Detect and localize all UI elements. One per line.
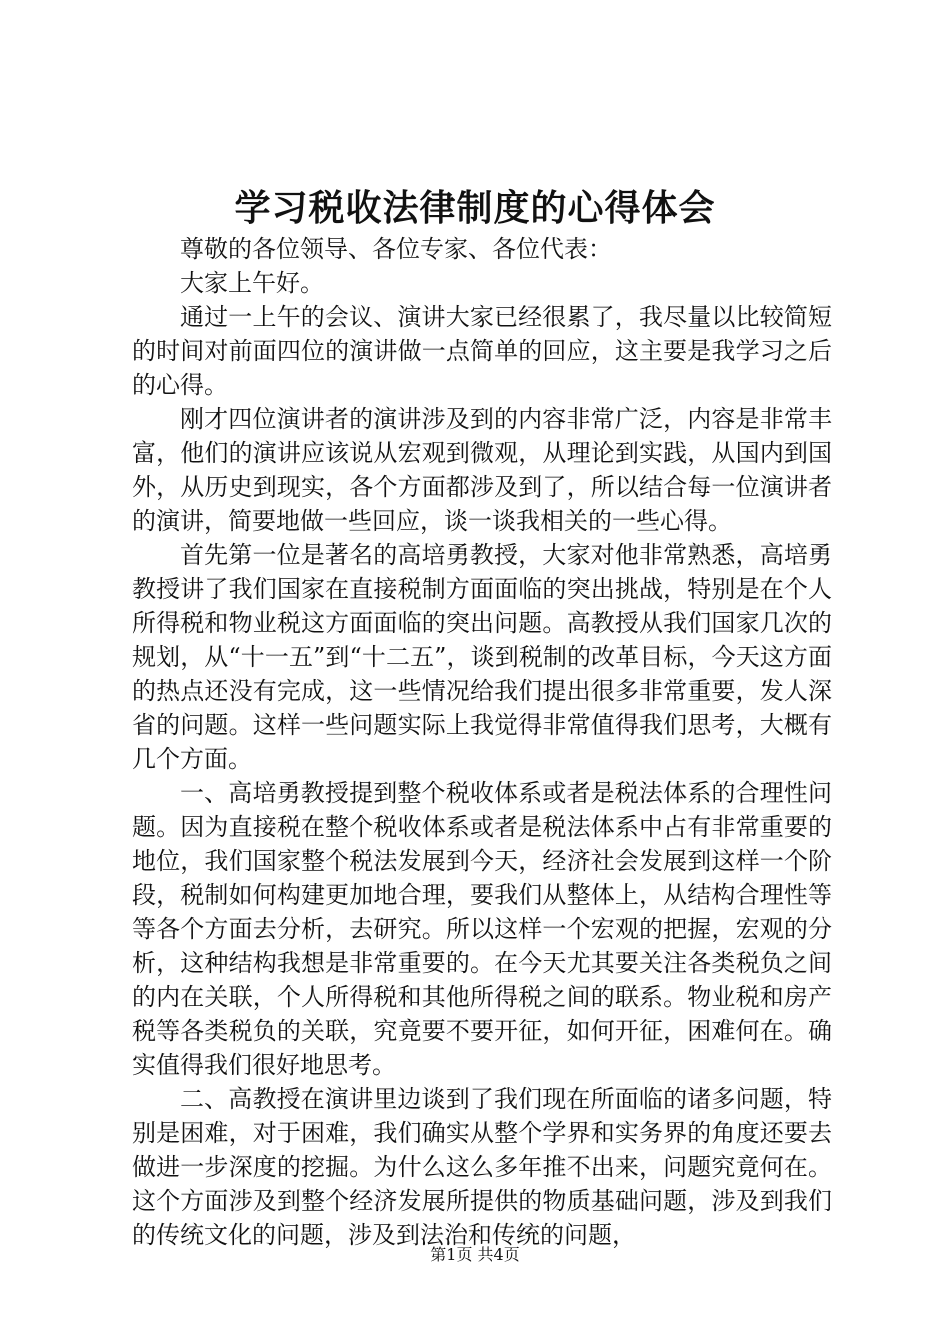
paragraph-point-one: 一、高培勇教授提到整个税收体系或者是税法体系的合理性问题。因为直接税在整个税收体系或者是税法体系中占有非常重要的地位，我们国家整个税法发展到今天，经济社会发展到这样一个阶段，税制如何构建更加地合理，要我们从整体上，从结构合理性等等各个方面去分析，去研究。所以这样一个宏观的把握，宏观的分析，这种结构我想是非常重要的。在今天尤其要关注各类税负之间的内在关联，个人所得税和其他所得税之间的联系。物业税和房产税等各类税负的关联，究竟要不要开征，如何开征，困难何在。确实值得我们很好地思考。 <box>132 779 832 1079</box>
paragraph-intro: 通过一上午的会议、演讲大家已经很累了，我尽量以比较简短的时间对前面四位的演讲做一点简单的回应，这主要是我学习之后的心得。 <box>132 303 832 399</box>
document-title: 学习税收法律制度的心得体会 <box>234 187 716 229</box>
document-body <box>132 232 832 1252</box>
paragraph-overview: 刚才四位演讲者的演讲涉及到的内容非常广泛，内容是非常丰富，他们的演讲应该说从宏观到微观，从理论到实践，从国内到国外，从历史到现实，各个方面都涉及到了，所以结合每一位演讲者的演讲，简要地做一些回应，谈一谈我相关的一些心得。 <box>132 405 832 535</box>
paragraph-first-speaker: 首先第一位是著名的高培勇教授，大家对他非常熟悉，高培勇教授讲了我们国家在直接税制方面面临的突出挑战，特别是在个人所得税和物业税这方面面临的突出问题。高教授从我们国家几次的规划，从“十一五”到“十二五”，谈到税制的改革目标，今天这方面的热点还没有完成，这一些情况给我们提出很多非常重要，发人深省的问题。这样一些问题实际上我觉得非常值得我们思考，大概有几个方面。 <box>132 541 832 773</box>
paragraph-salutation: 尊敬的各位领导、各位专家、各位代表： <box>180 235 612 263</box>
paragraph-point-two: 二、高教授在演讲里边谈到了我们现在所面临的诸多问题，特别是困难，对于困难，我们确实从整个学界和实务界的角度还要去做进一步深度的挖掘。为什么这么多年推不出来，问题究竟何在。这个方面涉及到整个经济发展所提供的物质基础问题，涉及到我们的传统文化的问题，涉及到法治和传统的问题， <box>132 1085 832 1249</box>
paragraph-greeting: 大家上午好。 <box>180 269 324 297</box>
page-number-footer: 第1页 共4页 <box>430 1245 520 1264</box>
